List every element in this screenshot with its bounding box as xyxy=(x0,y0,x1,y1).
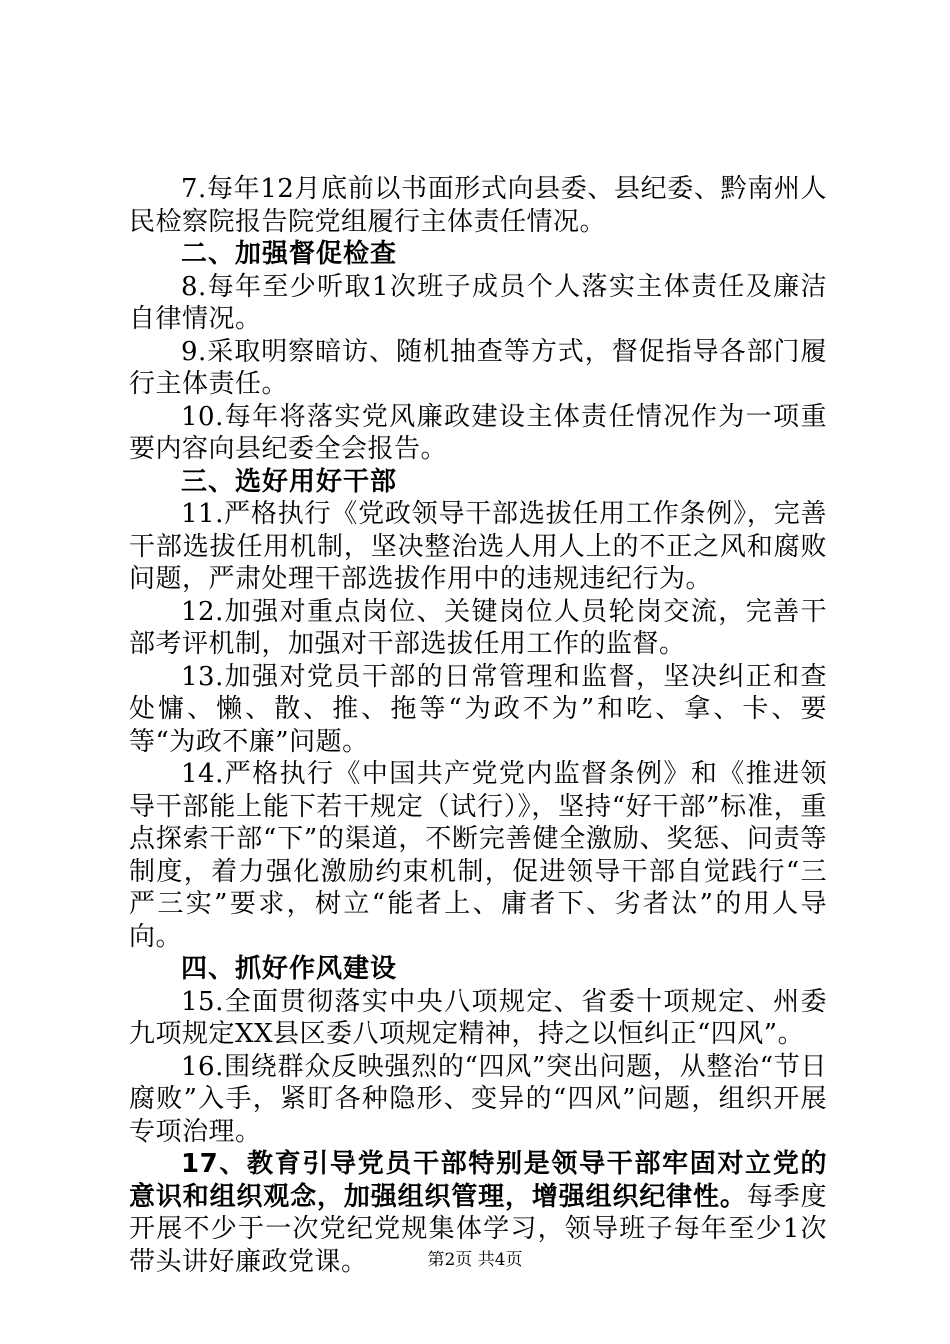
section-heading-2: 二、加强督促检查 xyxy=(181,239,398,269)
list-item-11: 11.严格执行《党政领导干部选拔任用工作条例》，完善干部选拔任用机制，坚决整治选人用人上的不正之风和腐败问题，严肃处理干部选拔作用中的违规违纪行为。 xyxy=(129,499,827,594)
list-item-9: 9.采取明察暗访、随机抽查等方式，督促指导各部门履行主体责任。 xyxy=(129,336,827,399)
section-heading-4: 四、抓好作风建设 xyxy=(181,954,398,984)
list-item-12: 12.加强对重点岗位、关键岗位人员轮岗交流，完善干部考评机制，加强对干部选拔任用工作的监督。 xyxy=(129,596,827,659)
section-heading-3: 三、选好用好干部 xyxy=(181,466,398,497)
document-body xyxy=(129,173,827,1278)
list-item-14: 14.严格执行《中国共产党党内监督条例》和《推进领导干部能上能下若干规定（试行）》，坚持“好干部”标准，重点探索干部“下”的渠道，不断完善健全激励、奖惩、问责等制度，着力强化激励约束机制，促进领导干部自觉践行“三严三实”要求，树立“能者上、庸者下、劣者汰”的用人导向。 xyxy=(129,759,827,952)
list-item-13: 13.加强对党员干部的日常管理和监督，坚决纠正和查处慵、懒、散、推、拖等“为政不为”和吃、拿、卡、要等“为政不廉”问题。 xyxy=(129,661,827,757)
list-item-17-bold-lead: 17、教育引导党员干部特别是领导干部牢固对立党的意识和组织观念，加强组织管理，增强组织纪律性。 xyxy=(129,1149,827,1212)
list-item-10: 10.每年将落实党风廉政建设主体责任情况作为一项重要内容向县纪委全会报告。 xyxy=(129,401,827,464)
list-item-7: 7.每年12月底前以书面形式向县委、县纪委、黔南州人民检察院报告院党组履行主体责任情况。 xyxy=(129,174,827,237)
list-item-16: 16.围绕群众反映强烈的“四风”突出问题，从整治“节日腐败”入手，紧盯各种隐形、变异的“四风”问题，组织开展专项治理。 xyxy=(129,1051,827,1147)
page-footer: 第2页 共4页 xyxy=(427,1250,523,1270)
list-item-15: 15.全面贯彻落实中央八项规定、省委十项规定、州委九项规定XX县区委八项规定精神，持之以恒纠正“四风”。 xyxy=(129,986,827,1049)
list-item-17-text: 每季度开展不少于一次党纪党规集体学习，领导班子每年至少1次带头讲好廉政党课。 xyxy=(129,1181,827,1277)
list-item-8: 8.每年至少听取1次班子成员个人落实主体责任及廉洁自律情况。 xyxy=(129,271,827,334)
